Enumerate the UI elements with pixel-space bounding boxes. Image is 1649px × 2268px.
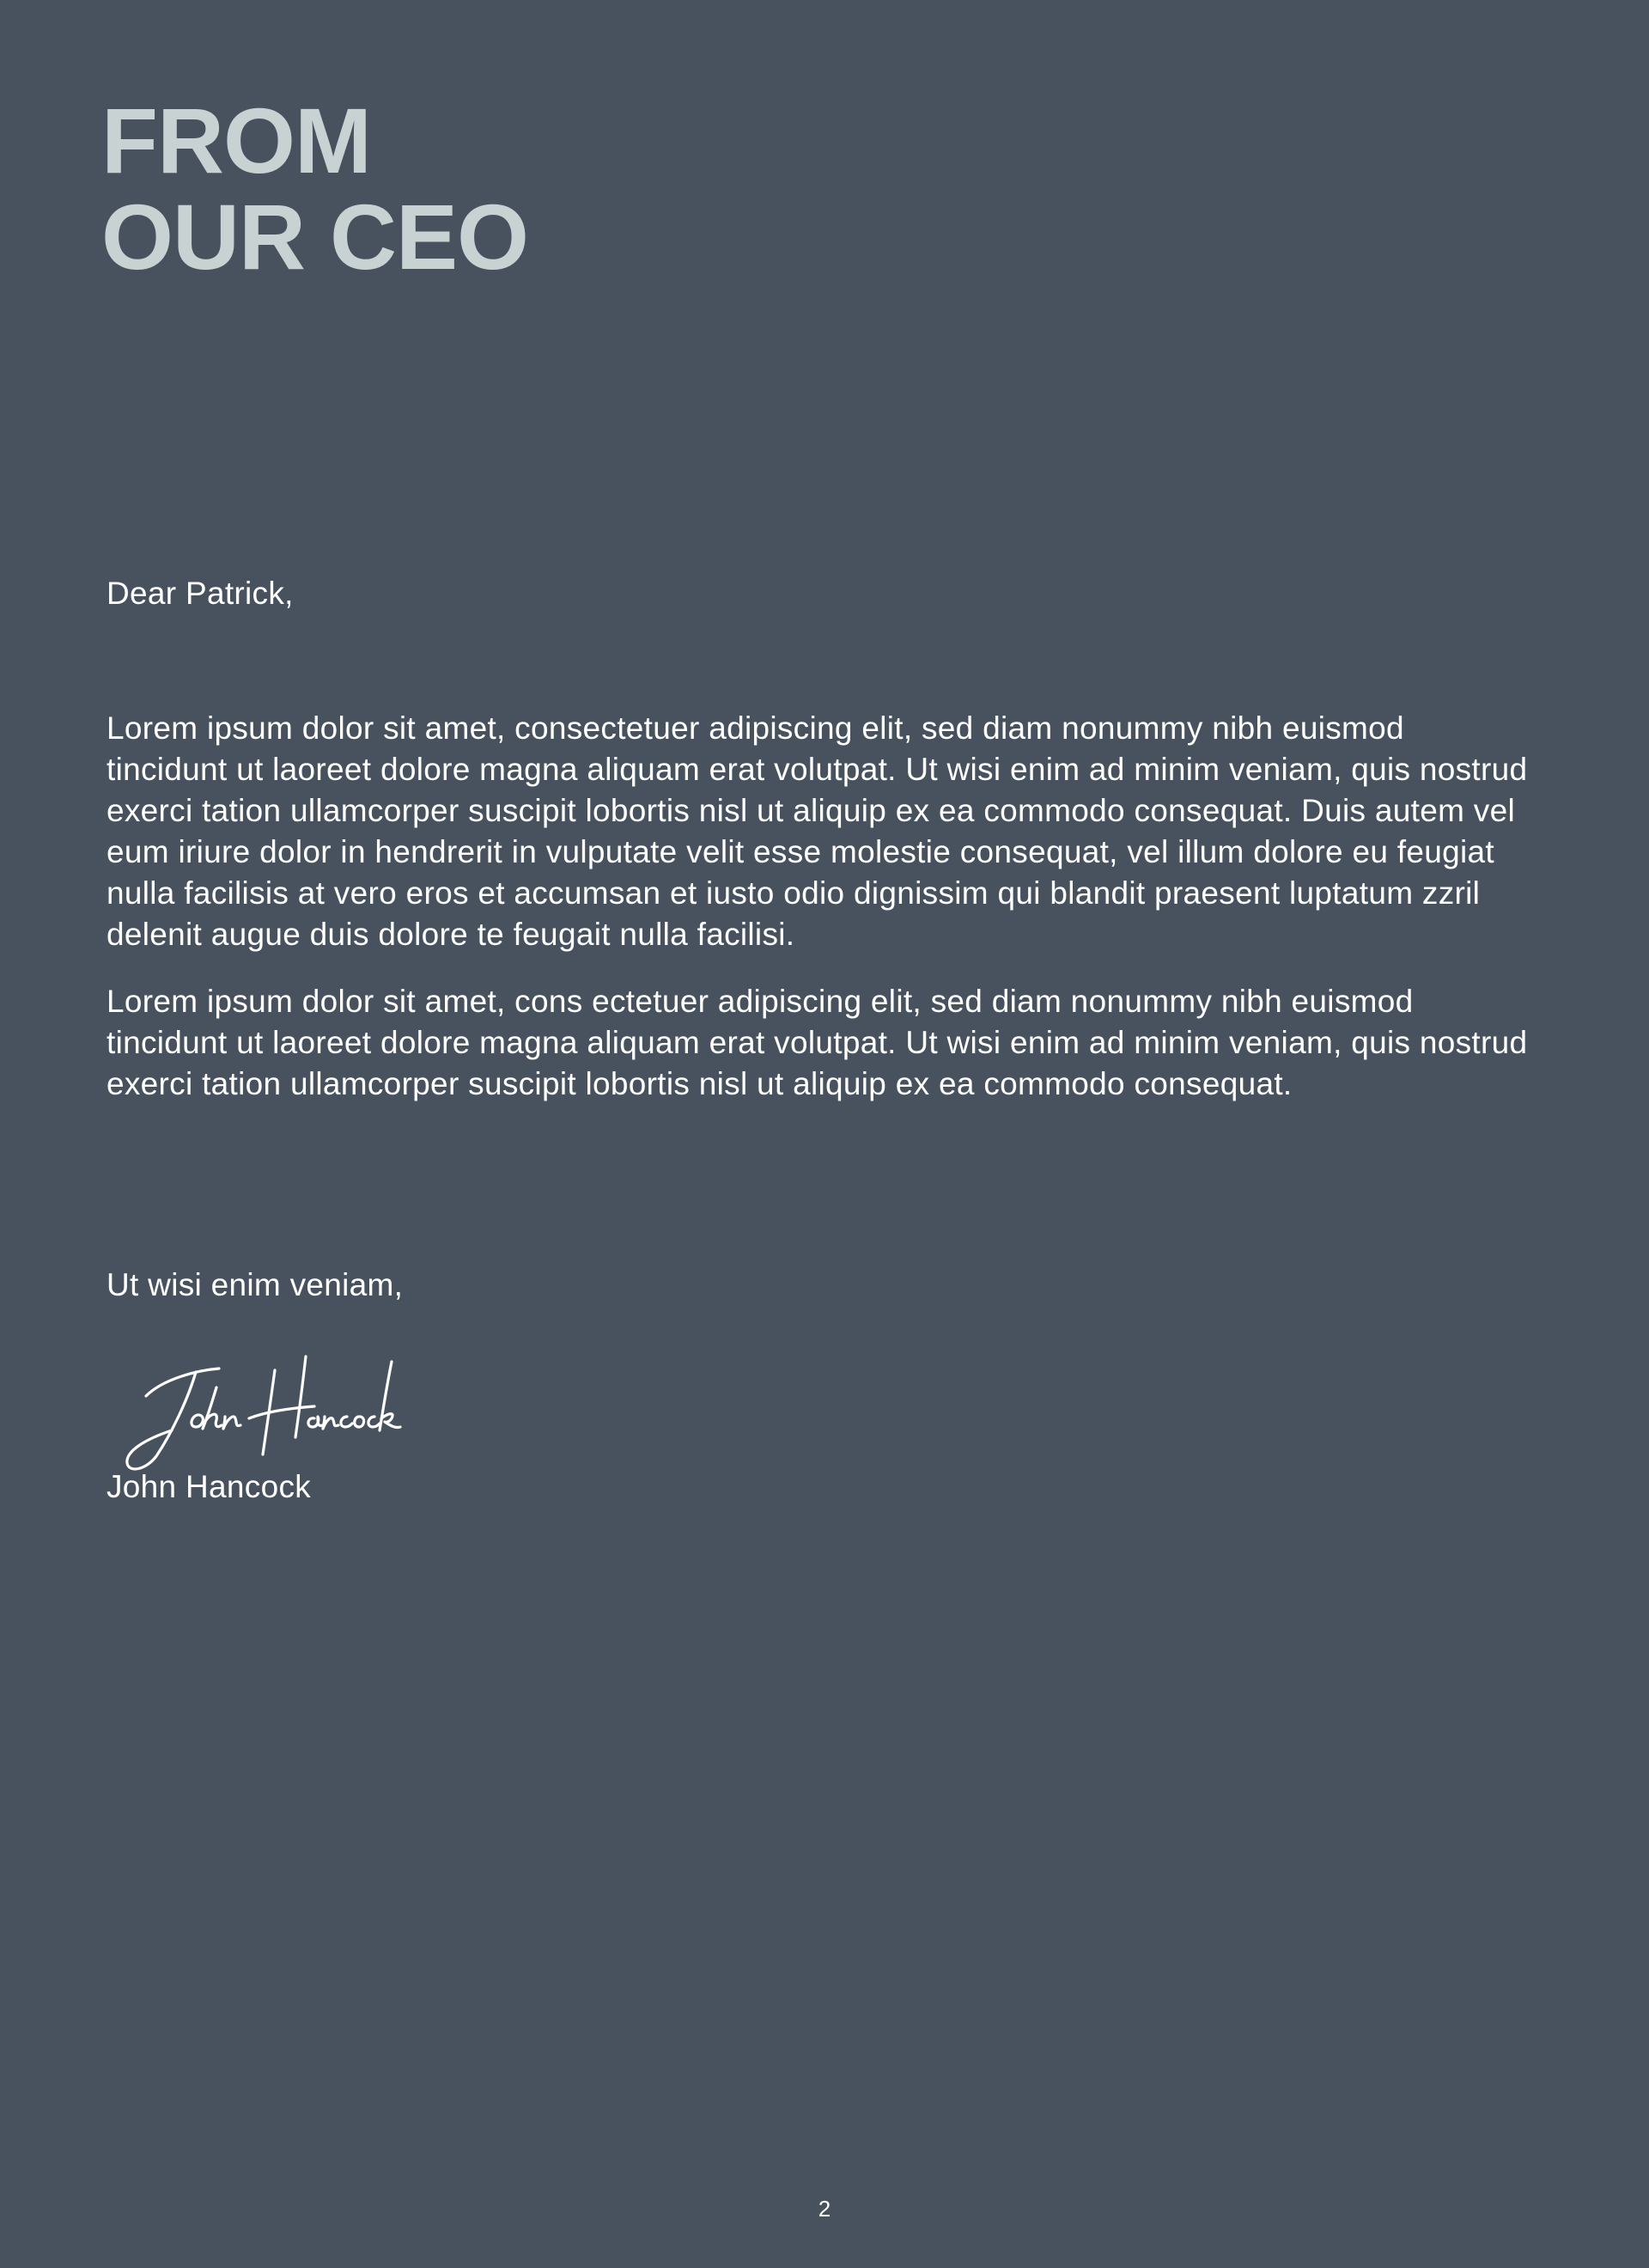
page-title-line-2: OUR CEO <box>101 185 529 289</box>
closing-line: Ut wisi enim veniam, <box>106 1267 404 1302</box>
page-number: 2 <box>818 2196 831 2222</box>
salutation: Dear Patrick, <box>106 576 294 611</box>
body-paragraph-2: Lorem ipsum dolor sit amet, cons ectetuer adipiscing elit, sed diam nonummy nibh euismod tincidunt ut laoreet dolore magna aliquam erat volutpat. Ut wisi enim ad minim veniam, quis nostrud exerci tation ullamcorper suscipit lobortis nisl ut aliquip ex ea commodo consequat. <box>106 984 1528 1101</box>
body-paragraph-1: Lorem ipsum dolor sit amet, consectetuer adipiscing elit, sed diam nonummy nibh euismod tincidunt ut laoreet dolore magna aliquam erat volutpat. Ut wisi enim ad minim veniam, quis nostrud exerci tation ullamcorper suscipit lobortis nisl ut aliquip ex ea commodo consequat. Duis autem vel eum iriure dolor in hendrerit in vulputate velit esse molestie consequat, vel illum dolore eu feugiat nulla facilisis at vero eros et accumsan et iusto odio dignissim qui blandit praesent luptatum zzril delenit augue duis dolore te feugait nulla facilisi. <box>106 710 1528 952</box>
page-title <box>101 88 529 289</box>
letter-body <box>106 708 1532 1131</box>
signer-name: John Hancock <box>106 1469 312 1504</box>
signature-image <box>112 1344 404 1473</box>
page-title-line-1: FROM <box>101 88 371 192</box>
